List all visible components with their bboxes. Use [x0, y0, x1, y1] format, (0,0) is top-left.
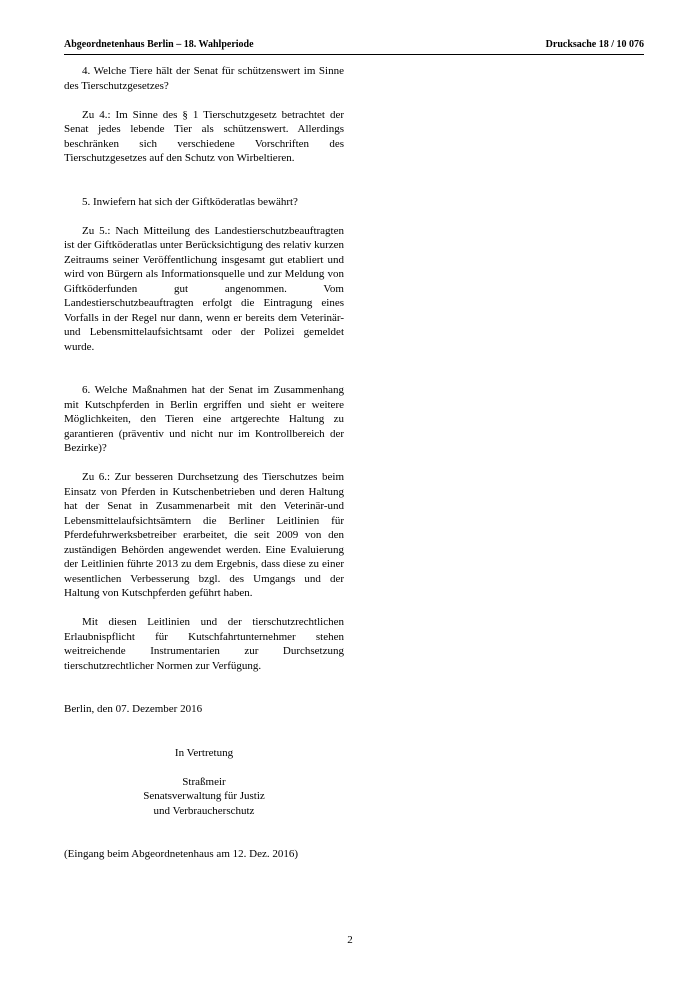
header-right: Drucksache 18 / 10 076 [545, 39, 644, 50]
header-left: Abgeordnetenhaus Berlin – 18. Wahlperiode [64, 39, 254, 50]
place-date: Berlin, den 07. Dezember 2016 [64, 703, 203, 715]
page-number: 2 [347, 934, 353, 946]
header-rule [64, 54, 644, 55]
question-4: 4. Welche Tiere hält der Senat für schützenswert im Sinne des Tierschutzgesetzes? [64, 65, 344, 92]
office-line-1: Senatsverwaltung für Justiz [143, 790, 265, 802]
in-vertretung: In Vertretung [174, 746, 234, 759]
page-header [64, 38, 644, 52]
question-6: 6. Welche Maßnahmen hat der Senat im Zusammenhang mit Kutschpferden in Berlin ergriffen und sieht er weitere Möglichkeiten, den Tieren eine artgerechte Haltung zu garantieren (präventiv und nicht nur im Kontrollbereich der Bezirke)? [64, 384, 344, 454]
receipt-note: (Eingang beim Abgeordnetenhaus am 12. Dez. 2016) [64, 848, 298, 860]
signatory-name: Straßmeir [182, 775, 226, 788]
office-line-2: und Verbraucherschutz [153, 804, 255, 817]
signature-block [64, 746, 344, 819]
answer-6-continued: Mit diesen Leitlinien und der tierschutzrechtlichen Erlaubnispflicht für Kutschfahrtunternehmer stehen weitreichende Instrumentarien zur Durchsetzung tierschutzrechtlicher Normen zur Verfügung. [64, 616, 344, 672]
answer-4: Zu 4.: Im Sinne des § 1 Tierschutzgesetz betrachtet der Senat jedes lebende Tier als schützenswert. Allerdings beschränken sich verschiedene Vorschriften des Tierschutzgesetzes auf den Schutz von Wirbeltieren. [64, 108, 344, 164]
question-5: 5. Inwiefern hat sich der Giftköderatlas bewährt? [82, 195, 298, 208]
answer-6: Zu 6.: Zur besseren Durchsetzung des Tierschutzes beim Einsatz von Pferden in Kutschenbetrieben und deren Haltung hat der Senat in Zusammenarbeit mit den Veterinär-und Lebensmittelaufsichtsämtern die Berliner Leitlinien für Pferdefuhrwerksbetreiber erarbeitet, die seit 2009 von den zuständigen Behörden angewendet werden. Eine Evaluierung der Leitlinien führte 2013 zu dem Ergebnis, dass diese zu einer wesentlichen Verbesserung bzgl. des Umgangs und der Haltung von Kutschpferden geführt haben. [64, 471, 344, 599]
text-column [64, 64, 344, 862]
answer-5: Zu 5.: Nach Mitteilung des Landestierschutzbeauftragten ist der Giftköderatlas unter Berücksichtigung des relativ kurzen Zeitraums seiner Veröffentlichung insgesamt gut etabliert und wird von Bürgern als Informationsquelle und zur Meldung von Giftköderfunden gut angenommen. Vom Landestierschutzbeauftragten erfolgt die Eintragung eines Vorfalls in der Regel nur dann, wenn er bereits dem Veterinär- und Lebensmittelaufsichtsamt oder der Polizei gemeldet wurde. [64, 224, 344, 353]
